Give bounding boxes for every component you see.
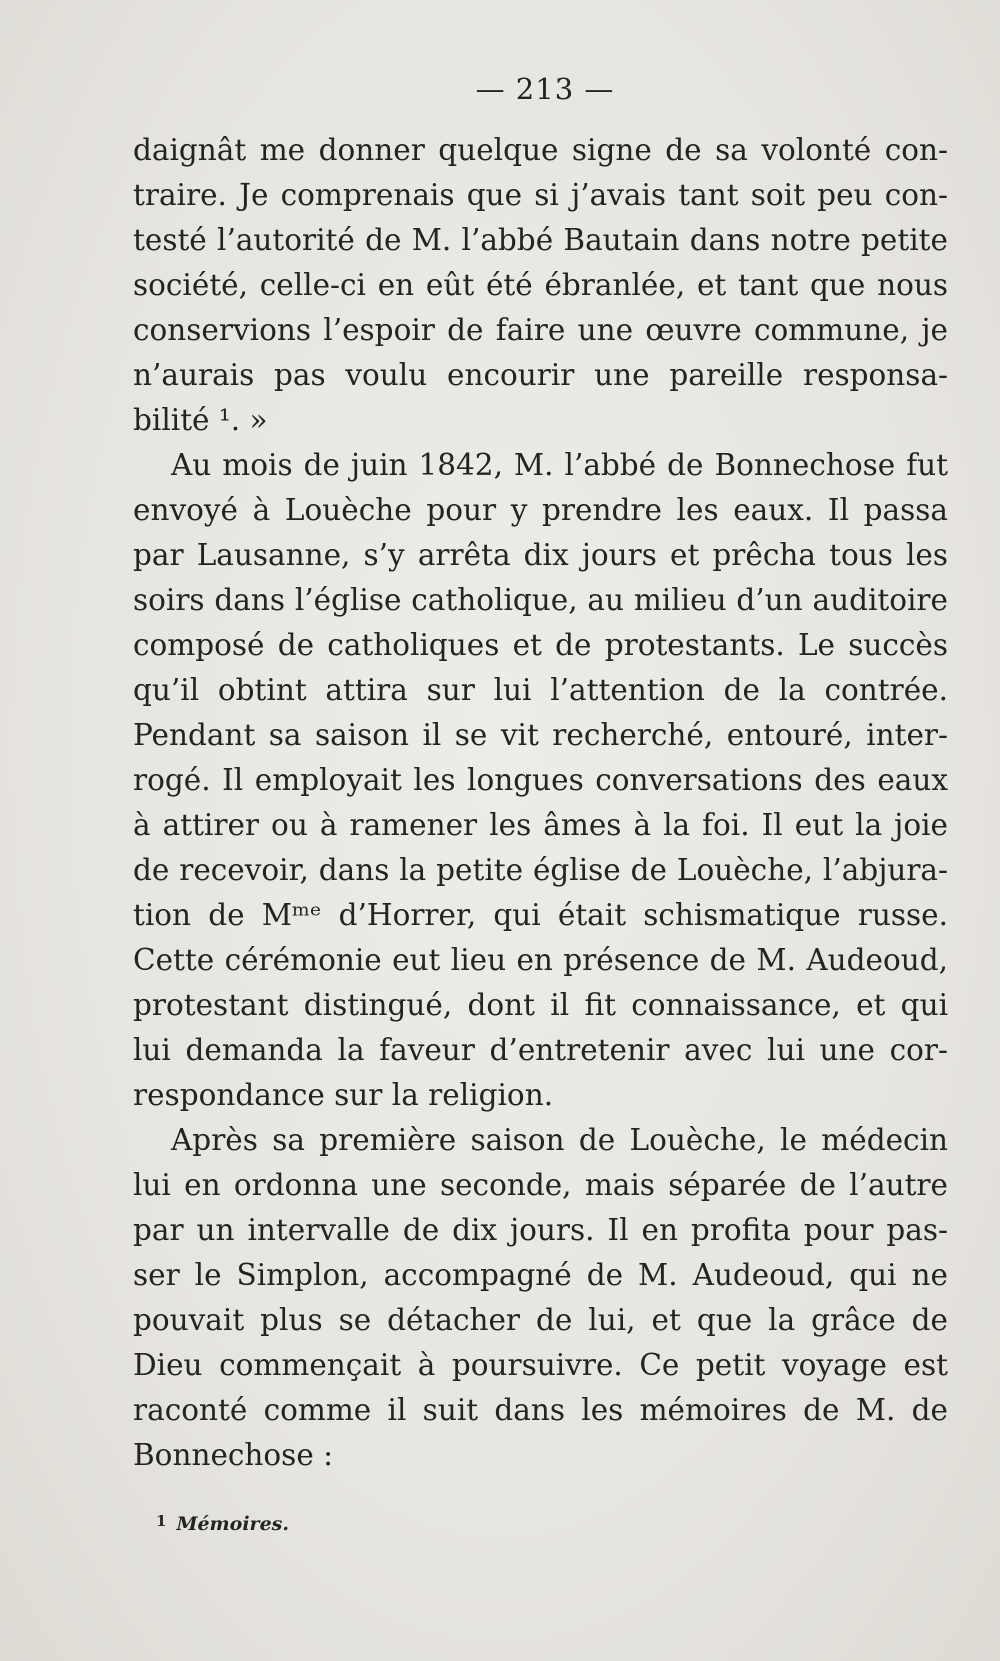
text-line: pouvait plus se détacher de lui, et que la grâce de [133,1303,948,1337]
text-line: rogé. Il employait les longues conversations des eaux [133,763,948,797]
text-line: Après sa première saison de Louèche, le médecin [171,1123,948,1157]
text-line: qu’il obtint attira sur lui l’attention de la contrée. [133,673,948,707]
text-line: par un intervalle de dix jours. Il en profita pour pas- [133,1213,948,1247]
text-line: Au mois de juin 1842, M. l’abbé de Bonnechose fut [171,448,948,482]
text-line: raconté comme il suit dans les mémoires de M. de [133,1393,948,1427]
text-line: conservions l’espoir de faire une œuvre commune, je [133,313,948,347]
text-line: lui en ordonna une seconde, mais séparée de l’autre [133,1168,948,1202]
text-line: n’aurais pas voulu encourir une pareille responsa- [133,358,948,392]
page-number: — 213 — [475,72,615,106]
text-line: soirs dans l’église catholique, au milieu d’un auditoire [133,583,948,617]
text-line: ser le Simplon, accompagné de M. Audeoud, qui ne [133,1258,948,1292]
text-line: Dieu commençait à poursuivre. Ce petit voyage est [133,1348,948,1382]
text-line: composé de catholiques et de protestants. Le succès [133,628,948,662]
text-line: à attirer ou à ramener les âmes à la foi. Il eut la joie [133,808,948,842]
text-line: de recevoir, dans la petite église de Louèche, l’abjura- [133,853,948,887]
text-line: bilité ¹. » [133,403,268,437]
footnote-mark: 1 [156,1512,167,1530]
text-line: traire. Je comprenais que si j’avais tant soit peu con- [133,178,948,212]
text-line: respondance sur la religion. [133,1078,554,1112]
text-line: société, celle-ci en eût été ébranlée, et tant que nous [133,268,948,302]
text-line: testé l’autorité de M. l’abbé Bautain dans notre petite [133,223,948,257]
text-line: par Lausanne, s’y arrêta dix jours et prêcha tous les [133,538,948,572]
text-line: lui demanda la faveur d’entretenir avec lui une cor- [133,1033,948,1067]
text-line: protestant distingué, dont il fit connaissance, et qui [133,988,948,1022]
text-line: Bonnechose : [133,1438,334,1472]
text-line: envoyé à Louèche pour y prendre les eaux. Il passa [133,493,948,527]
text-line: Pendant sa saison il se vit recherché, entouré, inter- [133,718,948,752]
text-line: Cette cérémonie eut lieu en présence de M. Audeoud, [133,943,948,977]
text-line: tion de Mᵐᵉ d’Horrer, qui était schismatique russe. [133,898,948,932]
body-text [133,128,948,1478]
text-line: daignât me donner quelque signe de sa volonté con- [133,133,948,167]
footnote-text: Mémoires. [176,1513,289,1535]
footnote [156,1512,289,1535]
